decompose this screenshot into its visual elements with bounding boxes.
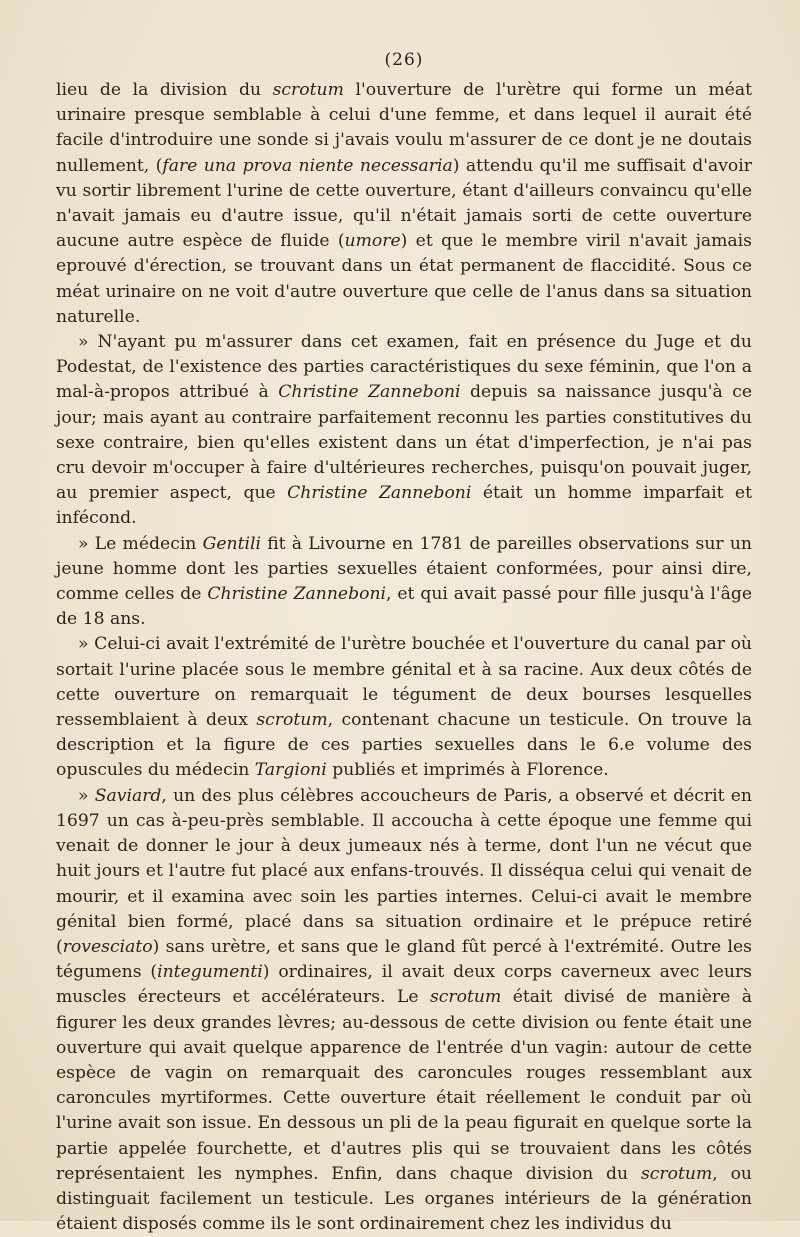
italic-text: scrotum xyxy=(256,710,328,731)
text-run: , contenant chacune un testicule. On trouve la description et la figure de ces parties sexuelles dans le 6.e volume des opuscules du médecin xyxy=(56,710,752,781)
italic-text: scrotum xyxy=(429,987,502,1008)
italic-text: integumenti xyxy=(157,962,263,983)
paragraph xyxy=(56,532,752,633)
text-run: ) et que le membre viril n'avait jamais eprouvé d'érection, se trouvant dans un état permanent de flaccidité. Sous ce méat urinaire on ne voit d'autre ouverture que celle de l'anus dans sa situation naturelle. xyxy=(56,231,753,327)
italic-text: scrotum xyxy=(640,1163,713,1184)
italic-text: Christine Zanneboni xyxy=(287,483,472,504)
text-run: » N'ayant pu m'assurer dans cet examen, fait en présence du Juge et du Podestat, de l'existence des parties caractéristiques du sexe féminin, que l'on a mal-à-propos attribué à xyxy=(56,332,752,403)
text-run: » Celui-ci avait l'extrémité de l'urètre bouchée et l'ouverture du canal par où sortait l'urine placée sous le membre génital et à sa racine. Aux deux côtés de cette ouverture on remarquait le tégument de deux bourses lesquelles ressemblaient à deux xyxy=(56,634,752,731)
italic-text: Christine Zanneboni xyxy=(278,382,461,403)
text-run: , et qui avait passé pour fille jusqu'à l'âge de 18 ans. xyxy=(56,584,752,630)
italic-text: fare una prova niente necessaria xyxy=(162,155,453,176)
text-run: lieu de la division du xyxy=(56,80,273,100)
text-run: » Le médecin xyxy=(78,533,203,554)
page-body xyxy=(56,78,752,1237)
paragraph xyxy=(56,330,752,532)
text-run: depuis sa naissance jusqu'à ce jour; mais ayant au contraire parfaitement reconnu les parties constitutives du sexe contraire, bien qu'elles existent dans un état d'imperfection, je n'ai pas cru devoir m'occuper à faire d'ultérieures recherches, puisqu'on pouvait juger, au premier aspect, que xyxy=(56,382,753,504)
text-run: ) attendu qu'il me suffisait d'avoir vu sortir librement l'urine de cette ouverture, étant d'ailleurs convaincu qu'elle n'avait jamais eu d'autre issue, qu'il n'était jamais sorti de cette ouverture aucune autre espèce de fluide ( xyxy=(56,155,752,252)
text-run: fit à Livourne en 1781 de pareilles observations sur un jeune homme dont les parties sexuelles étaient conformées, pour ainsi dire, comme celles de xyxy=(56,533,752,605)
paragraph xyxy=(56,632,752,783)
text-run: l'ouverture de l'urètre qui forme un méat urinaire presque semblable à celui d'une femme, et dans lequel il aurait été facile d'introduire une sonde si j'avais voulu m'assurer de ce dont je ne doutais nullement, ( xyxy=(56,80,752,176)
italic-text: scrotum xyxy=(272,80,344,100)
italic-text: Gentili xyxy=(202,533,261,554)
italic-text: Christine Zanneboni xyxy=(207,584,387,605)
page-number: (26) xyxy=(384,50,424,70)
text-run: était un homme imparfait et infécond. xyxy=(56,483,752,529)
text-run: ) ordinaires, il avait deux corps caverneux avec leurs muscles érecteurs et accélérateurs. Le xyxy=(56,962,753,1008)
text-run: ) sans urètre, et sans que le gland fût percé à l'extrémité. Outre les tégumens ( xyxy=(56,936,752,983)
italic-text: rovesciato xyxy=(62,936,153,957)
paragraph xyxy=(56,784,752,1237)
italic-text: umore xyxy=(344,231,401,252)
italic-text: Saviard xyxy=(94,785,162,806)
text-run: , ou distinguait facilement un testicule. Les organes intérieurs de la génération étaient disposés comme ils le sont ordinairement chez les individus du xyxy=(56,1163,752,1235)
text-run: , un des plus célèbres accoucheurs de Paris, a observé et décrit en 1697 un cas à-peu-près semblable. Il accoucha à cette époque une femme qui venait de donner le jour à deux jumeaux nés à terme, dont l'un ne vécut que huit jours et l'autre fut placé aux enfans-trouvés. Il disséqua celui qui venait de mourir, et il examina avec soin les parties internes. Celui-ci avait le membre génital bien formé, placé dans sa situation ordinaire et le prépuce retiré ( xyxy=(56,785,752,957)
text-run: était divisé de manière à figurer les deux grandes lèvres; au-dessous de cette division ou fente était une ouverture qui avait quelque apparence de l'entrée d'un vagin: autour de cette espèce de vagin on remarquait des caroncules rouges ressemblant aux caroncules myrtiformes. Cette ouverture était réellement le conduit par où l'urine avait son issue. En dessous un pli de la peau figurait en quelque sorte la partie appelée fourchette, et d'autres plis qui se trouvaient dans les côtés représentaient les nymphes. Enfin, dans chaque division du xyxy=(56,987,752,1184)
italic-text: Targioni xyxy=(254,760,327,781)
paragraph xyxy=(56,78,752,330)
text-run: publiés et imprimés à Florence. xyxy=(326,760,609,781)
text-run: » xyxy=(78,785,95,806)
